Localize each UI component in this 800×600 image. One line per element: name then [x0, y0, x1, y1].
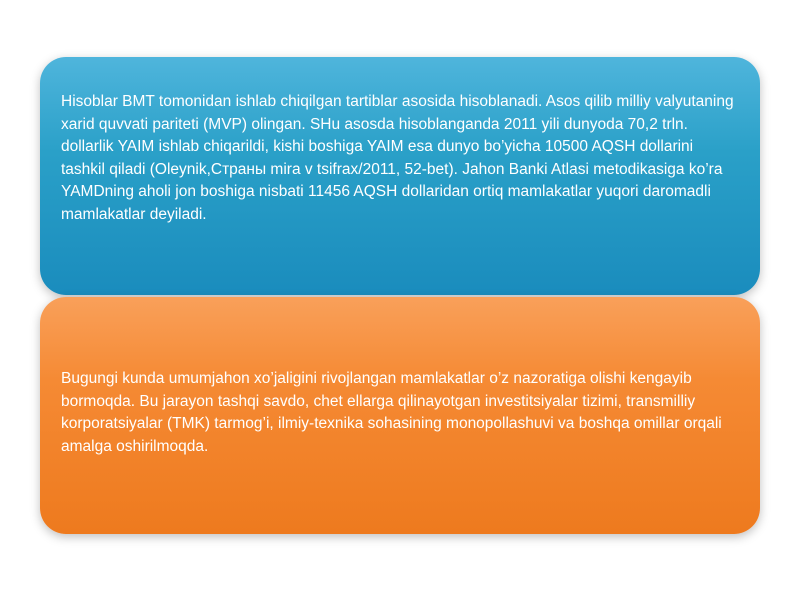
bottom-text-box [40, 297, 760, 534]
bottom-box-text: Bugungi kunda umumjahon xo’jaligini rivojlangan mamlakatlar o’z nazoratiga olishi kengayib bormoqda. Bu jarayon tashqi savdo, chet ellarga qilinayotgan investitsiyalar tizimi, transmilliy korporatsiyalar (TMK) tarmog’i, ilmiy-texnika sohasining monopollashuvi va boshqa omillar orqali amalga oshirilmoqda. [61, 370, 722, 455]
top-text-box [40, 57, 760, 295]
top-box-text: Hisoblar BMT tomonidan ishlab chiqilgan tartiblar asosida hisoblanadi. Asos qilib milliy valyutaning xarid quvvati pariteti (MVP) olingan. SHu asosda hisoblanganda 2011 yili dunyoda 70,2 trln. dollarlik YAIM ishlab chiqarildi, kishi boshiga YAIM esa dunyo bo’yicha 10500 AQSH dollarini tashkil qiladi (Oleynik,Стpaны mira v tsifrax/2011, 52-bet). Jahon Banki Atlasi metodikasiga ko’ra YAMDning aholi jon boshiga nisbati 11456 AQSH dollaridan ortiq mamlakatlar yuqori daromadli mamlakatlar deyiladi. [61, 93, 734, 223]
